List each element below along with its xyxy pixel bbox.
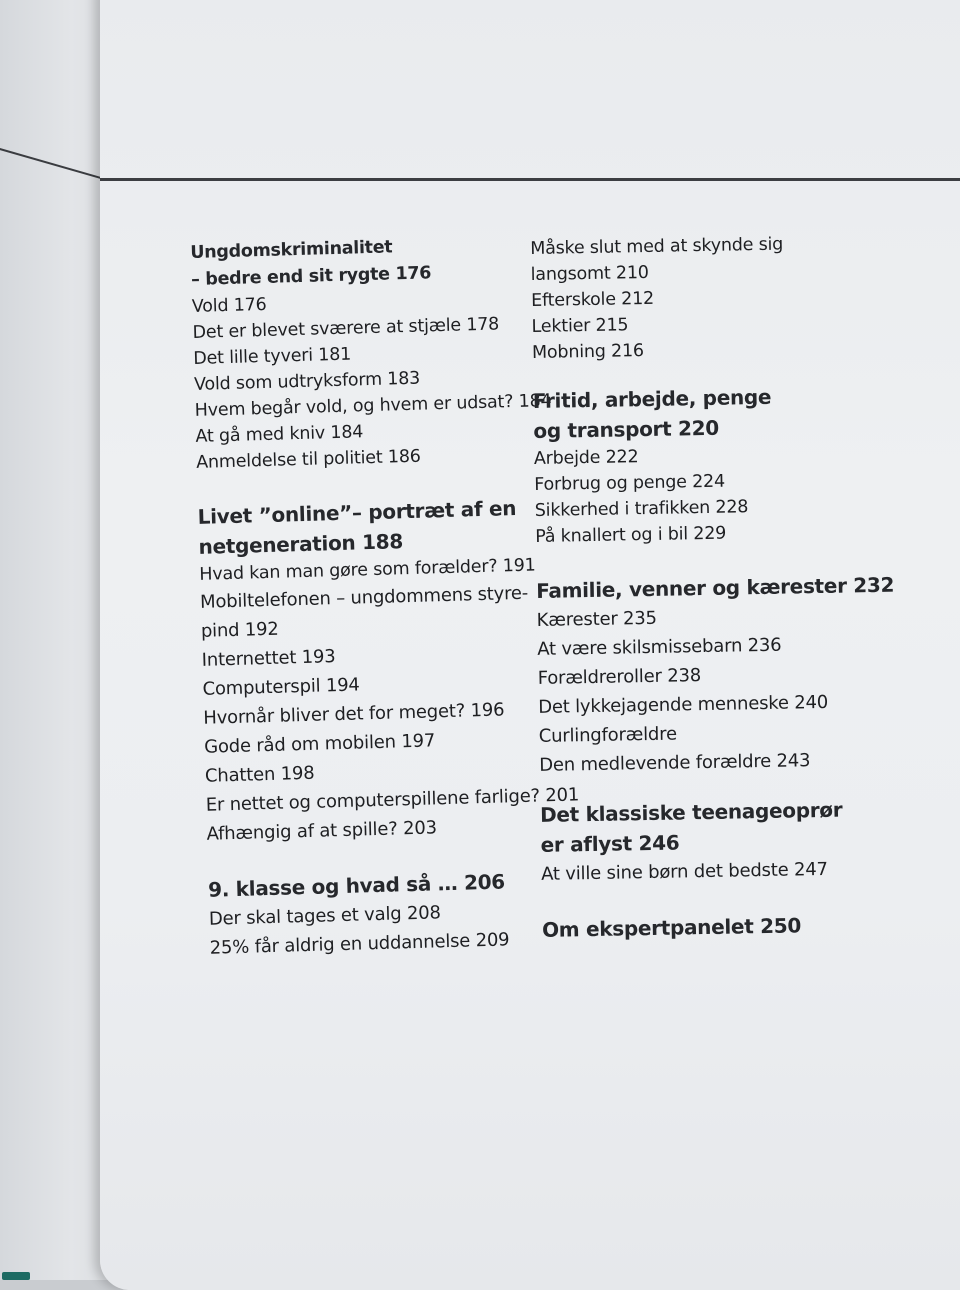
toc-entry: Hvornår bliver det for meget? 196 xyxy=(203,699,505,729)
toc-section-heading: – bedre end sit rygte 176 xyxy=(190,263,432,290)
toc-entry: Der skal tages et valg 208 xyxy=(208,902,442,930)
toc-section-heading: Fritid, arbejde, penge xyxy=(532,384,772,413)
header-rule xyxy=(100,178,960,181)
toc-entry: Kærester 235 xyxy=(536,607,658,631)
toc-entry: Curlingforældre xyxy=(538,723,678,747)
toc-entry: Arbejde 222 xyxy=(533,447,639,469)
toc-entry: At gå med kniv 184 xyxy=(195,422,364,447)
toc-entry: Det er blevet sværere at stjæle 178 xyxy=(192,314,500,343)
toc-section-heading: Familie, venner og kærester 232 xyxy=(535,572,895,603)
toc-entry: Gode råd om mobilen 197 xyxy=(203,730,436,758)
toc-entry: Chatten 198 xyxy=(204,762,315,787)
toc-entry: På knallert og i bil 229 xyxy=(535,523,727,547)
toc-entry: Mobning 216 xyxy=(531,341,645,363)
toc-section-heading: Ungdomskriminalitet xyxy=(190,237,393,263)
toc-entry: Det lille tyveri 181 xyxy=(193,344,352,369)
toc-entry: Er nettet og computerspillene farlige? 201 xyxy=(205,784,580,816)
toc-left-column xyxy=(190,230,584,963)
toc-section-heading: netgeneration 188 xyxy=(198,529,404,559)
toc-entry: Computerspil 194 xyxy=(202,674,360,700)
toc-section-heading: 9. klasse og hvad så … 206 xyxy=(207,869,506,902)
toc-section-heading: og transport 220 xyxy=(533,415,720,443)
toc-entry: Forbrug og penge 224 xyxy=(534,471,726,495)
toc-entry: Hvem begår vold, og hvem er udsat? 184 xyxy=(194,390,552,421)
toc-entry: Anmeldelse til politiet 186 xyxy=(195,446,421,473)
toc-entry: Vold som udtryksform 183 xyxy=(193,368,421,395)
toc-right-column xyxy=(530,230,900,945)
toc-section-heading: Det klassiske teenageoprør xyxy=(539,797,843,827)
toc-entry: Afhængig af at spille? 203 xyxy=(206,817,438,845)
toc-entry: Efterskole 212 xyxy=(530,288,655,311)
toc-section-heading: er aflyst 246 xyxy=(540,830,680,857)
toc-entry: Internettet 193 xyxy=(201,646,336,671)
toc-entry: Mobiltelefonen – ungdommens styre- xyxy=(199,582,529,613)
toc-entry: Måske slut med at skynde sig xyxy=(530,234,784,259)
toc-section-heading: Om ekspertpanelet 250 xyxy=(541,913,802,942)
toc-section-heading: Livet ”online”– portræt af en xyxy=(197,496,517,529)
toc-entry: pind 192 xyxy=(200,618,279,642)
toc-entry: Den medlevende forældre 243 xyxy=(539,750,811,776)
toc-entry: At være skilsmissebarn 236 xyxy=(537,634,782,660)
toc-entry: Hvad kan man gøre som forælder? 191 xyxy=(199,555,536,585)
toc-entry: Lektier 215 xyxy=(531,315,629,337)
toc-entry: 25% får aldrig en uddannelse 209 xyxy=(209,929,510,959)
toc-entry: At ville sine børn det bedste 247 xyxy=(540,858,828,885)
cover-edge xyxy=(2,1272,30,1280)
toc-entry: Forældreroller 238 xyxy=(537,665,702,689)
toc-entry: langsomt 210 xyxy=(530,262,649,285)
toc-entry: Det lykkejagende menneske 240 xyxy=(538,691,829,718)
toc-entry: Vold 176 xyxy=(191,294,267,317)
toc-entry: Sikkerhed i trafikken 228 xyxy=(534,497,749,521)
